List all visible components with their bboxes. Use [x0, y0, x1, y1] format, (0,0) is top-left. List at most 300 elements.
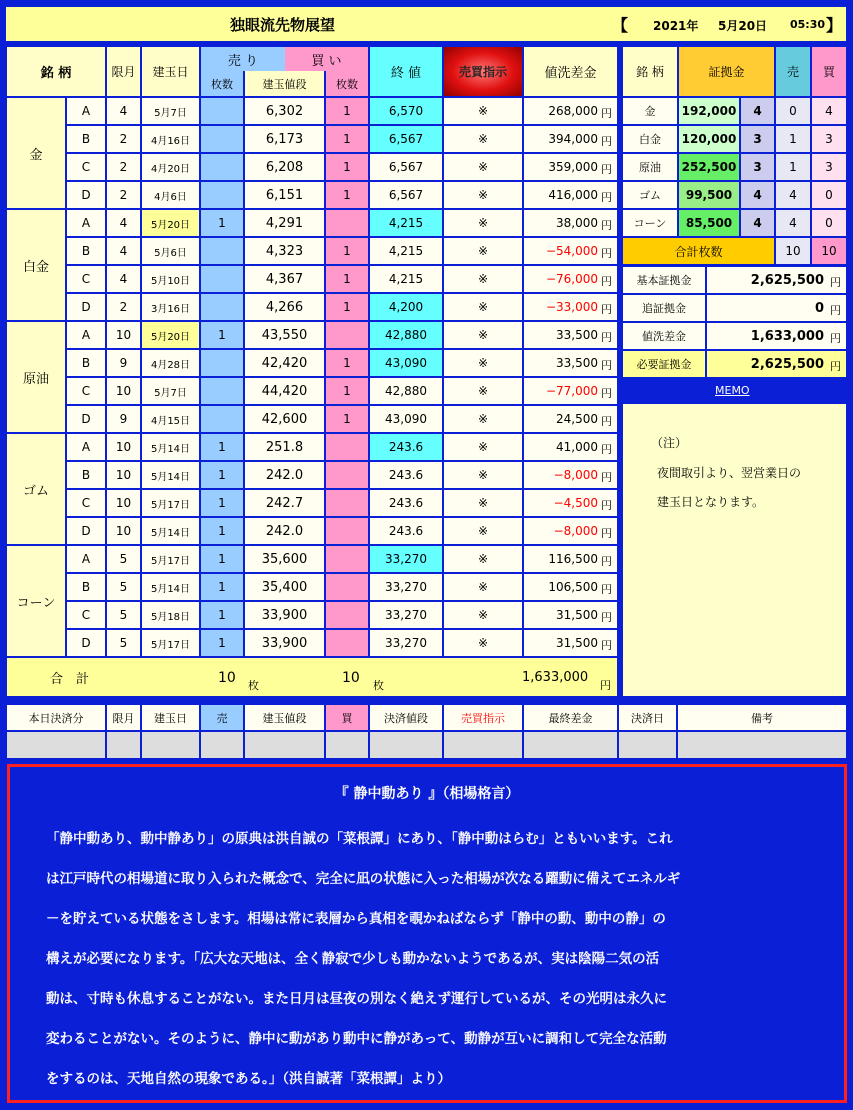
entry-price: 42,600 [245, 406, 324, 432]
entry-price: 6,208 [245, 154, 324, 180]
settle-empty-cell [370, 732, 442, 758]
trade-signal: ※ [444, 266, 522, 292]
pl-yen: 円 [601, 219, 612, 232]
margin-sell: 1 [776, 154, 810, 180]
settle-col: 売 [201, 705, 243, 730]
series-label: B [67, 350, 105, 376]
entry-price: 42,420 [245, 350, 324, 376]
col-uri: 売 り [201, 47, 285, 71]
buy-count [326, 602, 368, 628]
page-title: 独眼流先物展望 [230, 16, 336, 34]
series-label: D [67, 518, 105, 544]
sell-count [201, 182, 243, 208]
sell-count: 1 [201, 630, 243, 656]
pl-value: 38,000 [524, 210, 617, 236]
memo-line: 夜間取引より、翌営業日の [657, 466, 802, 480]
contract-month: 2 [107, 182, 140, 208]
entry-price: 4,266 [245, 294, 324, 320]
trade-signal: ※ [444, 182, 522, 208]
contract-month: 10 [107, 518, 140, 544]
margin-amount: 85,500 [679, 210, 739, 236]
article-title: 『 静中動あり 』（相場格言） [334, 786, 520, 802]
pl-yen: 円 [601, 527, 612, 540]
sell-count [201, 294, 243, 320]
margin-col-shokokin: 証拠金 [679, 47, 774, 96]
close-price: 33,270 [370, 546, 442, 572]
buy-count: 1 [326, 126, 368, 152]
settle-empty-cell [245, 732, 324, 758]
pl-yen: 円 [601, 135, 612, 148]
trade-signal: ※ [444, 434, 522, 460]
pl-yen: 円 [601, 275, 612, 288]
pl-value: −8,000 [524, 518, 617, 544]
trade-signal: ※ [444, 378, 522, 404]
close-price: 6,567 [370, 154, 442, 180]
pl-value: 416,000 [524, 182, 617, 208]
contract-month: 2 [107, 154, 140, 180]
margin-unit: 3 [741, 154, 774, 180]
sell-count: 1 [201, 546, 243, 572]
memo-line: 建玉日となります。 [657, 495, 765, 509]
contract-month: 5 [107, 602, 140, 628]
sell-count: 1 [201, 462, 243, 488]
series-label: A [67, 546, 105, 572]
commodity-name: 金 [7, 98, 65, 208]
close-price: 6,570 [370, 98, 442, 124]
series-label: D [67, 630, 105, 656]
contract-month: 4 [107, 238, 140, 264]
settle-col: 買 [326, 705, 368, 730]
margin-sell: 0 [776, 98, 810, 124]
summary-value: 0 [707, 295, 846, 321]
trade-signal: ※ [444, 546, 522, 572]
entry-price: 242.7 [245, 490, 324, 516]
contract-month: 10 [107, 322, 140, 348]
summary-value: 2,625,500 [707, 351, 846, 377]
contract-month: 2 [107, 126, 140, 152]
close-price: 43,090 [370, 406, 442, 432]
margin-total-label: 合計枚数 [623, 238, 774, 264]
margin-buy: 4 [812, 98, 846, 124]
col-owarine: 終 値 [370, 47, 442, 96]
contract-month: 5 [107, 630, 140, 656]
settle-col: 最終差金 [524, 705, 617, 730]
margin-buy: 3 [812, 154, 846, 180]
trade-signal: ※ [444, 294, 522, 320]
margin-commodity: 原油 [623, 154, 677, 180]
entry-date: 4月16日 [142, 126, 199, 152]
entry-date: 4月20日 [142, 154, 199, 180]
contract-month: 9 [107, 350, 140, 376]
settle-empty-cell [444, 732, 522, 758]
close-price: 42,880 [370, 378, 442, 404]
margin-unit: 4 [741, 210, 774, 236]
series-label: A [67, 434, 105, 460]
buy-count: 1 [326, 378, 368, 404]
entry-date: 5月14日 [142, 462, 199, 488]
entry-date: 4月15日 [142, 406, 199, 432]
col-kai: 買 い [285, 47, 368, 71]
col-maisuu-buy: 枚数 [326, 71, 368, 96]
pl-yen: 円 [601, 611, 612, 624]
total-pl-yen: 円 [600, 679, 611, 692]
col-maisuu-sell: 枚数 [201, 71, 243, 96]
summary-value: 1,633,000 [707, 323, 846, 349]
header-time: 05:30 [790, 18, 826, 31]
series-label: A [67, 210, 105, 236]
summary-yen: 円 [830, 332, 841, 345]
close-price: 4,215 [370, 238, 442, 264]
entry-date: 5月6日 [142, 238, 199, 264]
close-price: 4,215 [370, 210, 442, 236]
trade-signal: ※ [444, 210, 522, 236]
settle-col: 建玉値段 [245, 705, 324, 730]
pl-value: −76,000 [524, 266, 617, 292]
margin-total-buy: 10 [812, 238, 846, 264]
contract-month: 4 [107, 210, 140, 236]
sell-count [201, 378, 243, 404]
settle-col: 決済値段 [370, 705, 442, 730]
margin-unit: 4 [741, 98, 774, 124]
pl-yen: 円 [601, 163, 612, 176]
trade-signal: ※ [444, 630, 522, 656]
entry-date: 5月17日 [142, 490, 199, 516]
article-line: は江戸時代の相場道に取り入られた概念で、完全に凪の状態に入った相場が次なる躍動に備えてエネルギ [46, 871, 681, 887]
entry-date: 5月17日 [142, 546, 199, 572]
sell-count: 1 [201, 602, 243, 628]
commodity-name: 原油 [7, 322, 65, 432]
settle-col: 本日決済分 [7, 705, 105, 730]
pl-value: 106,500 [524, 574, 617, 600]
memo-title[interactable]: MEMO [715, 384, 750, 397]
margin-amount: 192,000 [679, 98, 739, 124]
settle-empty-cell [326, 732, 368, 758]
pl-yen: 円 [601, 331, 612, 344]
contract-month: 10 [107, 434, 140, 460]
close-price: 243.6 [370, 462, 442, 488]
margin-sell: 1 [776, 126, 810, 152]
contract-month: 5 [107, 546, 140, 572]
pl-value: 33,500 [524, 322, 617, 348]
bracket-open: 【 [612, 16, 629, 35]
entry-date: 4月6日 [142, 182, 199, 208]
pl-yen: 円 [601, 639, 612, 652]
col-tategyokubi: 建玉日 [142, 47, 199, 96]
entry-date: 3月16日 [142, 294, 199, 320]
header-year: 2021年 [653, 19, 699, 33]
pl-yen: 円 [601, 107, 612, 120]
margin-col-meigara: 銘 柄 [623, 47, 677, 96]
pl-value: −8,000 [524, 462, 617, 488]
close-price: 33,270 [370, 630, 442, 656]
entry-date: 5月18日 [142, 602, 199, 628]
series-label: C [67, 154, 105, 180]
pl-value: 24,500 [524, 406, 617, 432]
entry-price: 35,400 [245, 574, 324, 600]
margin-amount: 120,000 [679, 126, 739, 152]
margin-commodity: コーン [623, 210, 677, 236]
total-buy-unit: 枚 [373, 679, 384, 692]
col-gengetsu: 限月 [107, 47, 140, 96]
memo-panel [623, 404, 846, 696]
close-price: 6,567 [370, 126, 442, 152]
settle-col: 決済日 [619, 705, 676, 730]
trade-signal: ※ [444, 518, 522, 544]
article-line: をするのは、天地自然の現象である。」（洪自誠著「菜根譚」より） [46, 1071, 451, 1087]
close-price: 243.6 [370, 490, 442, 516]
entry-date: 5月20日 [142, 322, 199, 348]
commodity-name: ゴム [7, 434, 65, 544]
buy-count [326, 210, 368, 236]
bracket-close: 】 [826, 16, 843, 35]
pl-yen: 円 [601, 247, 612, 260]
summary-yen: 円 [830, 360, 841, 373]
close-price: 42,880 [370, 322, 442, 348]
series-label: C [67, 602, 105, 628]
trade-signal: ※ [444, 154, 522, 180]
summary-label: 基本証拠金 [623, 267, 705, 293]
buy-count: 1 [326, 182, 368, 208]
sell-count: 1 [201, 518, 243, 544]
close-price: 4,200 [370, 294, 442, 320]
sell-count [201, 154, 243, 180]
pl-yen: 円 [601, 443, 612, 456]
col-tategyoku-nedan: 建玉値段 [245, 71, 324, 96]
settle-empty-cell [201, 732, 243, 758]
settle-col: 建玉日 [142, 705, 199, 730]
pl-value: 31,500 [524, 630, 617, 656]
buy-count [326, 462, 368, 488]
pl-value: −4,500 [524, 490, 617, 516]
trade-signal: ※ [444, 574, 522, 600]
entry-price: 6,151 [245, 182, 324, 208]
pl-value: 31,500 [524, 602, 617, 628]
close-price: 4,215 [370, 266, 442, 292]
summary-value: 2,625,500 [707, 267, 846, 293]
close-price: 243.6 [370, 518, 442, 544]
series-label: D [67, 294, 105, 320]
entry-date: 5月20日 [142, 210, 199, 236]
entry-price: 33,900 [245, 602, 324, 628]
entry-date: 4月28日 [142, 350, 199, 376]
contract-month: 4 [107, 98, 140, 124]
buy-count [326, 518, 368, 544]
sell-count: 1 [201, 574, 243, 600]
entry-date: 5月10日 [142, 266, 199, 292]
series-label: A [67, 322, 105, 348]
sell-count: 1 [201, 490, 243, 516]
col-neaarai-sakin: 値洗差金 [524, 47, 617, 96]
sell-count [201, 98, 243, 124]
entry-price: 242.0 [245, 518, 324, 544]
trade-signal: ※ [444, 406, 522, 432]
margin-total-sell: 10 [776, 238, 810, 264]
entry-price: 6,302 [245, 98, 324, 124]
pl-value: −54,000 [524, 238, 617, 264]
trade-signal: ※ [444, 126, 522, 152]
pl-value: 359,000 [524, 154, 617, 180]
entry-price: 242.0 [245, 462, 324, 488]
sell-count [201, 126, 243, 152]
summary-label: 追証拠金 [623, 295, 705, 321]
margin-commodity: 金 [623, 98, 677, 124]
entry-price: 4,323 [245, 238, 324, 264]
pl-value: −77,000 [524, 378, 617, 404]
pl-value: 41,000 [524, 434, 617, 460]
settle-empty-cell [107, 732, 140, 758]
margin-col-uri: 売 [776, 47, 810, 96]
buy-count [326, 434, 368, 460]
buy-count: 1 [326, 98, 368, 124]
trade-signal: ※ [444, 238, 522, 264]
sell-count [201, 266, 243, 292]
total-pl: 1,633,000 [522, 670, 589, 685]
series-label: C [67, 378, 105, 404]
entry-price: 44,420 [245, 378, 324, 404]
settle-col: 売買指示 [444, 705, 522, 730]
contract-month: 9 [107, 406, 140, 432]
buy-count: 1 [326, 294, 368, 320]
contract-month: 2 [107, 294, 140, 320]
entry-price: 251.8 [245, 434, 324, 460]
sell-count: 1 [201, 210, 243, 236]
settle-empty-cell [524, 732, 617, 758]
buy-count: 1 [326, 154, 368, 180]
settle-col: 備考 [678, 705, 846, 730]
settle-empty-cell [678, 732, 846, 758]
buy-count [326, 630, 368, 656]
pl-yen: 円 [601, 471, 612, 484]
trade-signal: ※ [444, 462, 522, 488]
contract-month: 10 [107, 378, 140, 404]
buy-count: 1 [326, 350, 368, 376]
total-sell-unit: 枚 [248, 679, 259, 692]
entry-date: 5月14日 [142, 518, 199, 544]
trade-signal: ※ [444, 322, 522, 348]
entry-price: 4,367 [245, 266, 324, 292]
summary-yen: 円 [830, 276, 841, 289]
memo-line: （注） [651, 436, 688, 450]
settle-empty-cell [7, 732, 105, 758]
margin-buy: 3 [812, 126, 846, 152]
header-date: 5月20日 [718, 19, 768, 33]
pl-yen: 円 [601, 415, 612, 428]
close-price: 43,090 [370, 350, 442, 376]
series-label: D [67, 182, 105, 208]
entry-date: 5月14日 [142, 434, 199, 460]
buy-count: 1 [326, 238, 368, 264]
entry-price: 33,900 [245, 630, 324, 656]
close-price: 6,567 [370, 182, 442, 208]
pl-value: −33,000 [524, 294, 617, 320]
commodity-name: コーン [7, 546, 65, 656]
margin-unit: 4 [741, 182, 774, 208]
series-label: A [67, 98, 105, 124]
pl-value: 394,000 [524, 126, 617, 152]
series-label: C [67, 266, 105, 292]
article-line: 「静中動あり、動中静あり」の原典は洪自誠の「菜根譚」にあり、「静中動はらむ」ともいいます。これ [46, 831, 673, 847]
series-label: B [67, 238, 105, 264]
entry-date: 5月14日 [142, 574, 199, 600]
series-label: B [67, 574, 105, 600]
margin-sell: 4 [776, 210, 810, 236]
entry-price: 35,600 [245, 546, 324, 572]
entry-date: 5月7日 [142, 378, 199, 404]
entry-price: 6,173 [245, 126, 324, 152]
article-line: －を貯えている状態をさします。相場は常に表層から真相を覗かねばならず「静中の動、動中の静」の [46, 911, 666, 927]
total-label: 合 計 [50, 672, 90, 687]
margin-sell: 4 [776, 182, 810, 208]
commodity-name: 白金 [7, 210, 65, 320]
summary-yen: 円 [830, 304, 841, 317]
pl-value: 116,500 [524, 546, 617, 572]
margin-buy: 0 [812, 182, 846, 208]
sell-count [201, 238, 243, 264]
col-baibai-shiji: 売買指示 [444, 47, 522, 96]
settle-empty-cell [619, 732, 676, 758]
margin-unit: 3 [741, 126, 774, 152]
col-meigara: 銘 柄 [7, 47, 105, 96]
series-label: B [67, 462, 105, 488]
contract-month: 4 [107, 266, 140, 292]
margin-buy: 0 [812, 210, 846, 236]
series-label: C [67, 490, 105, 516]
entry-price: 43,550 [245, 322, 324, 348]
close-price: 243.6 [370, 434, 442, 460]
contract-month: 10 [107, 462, 140, 488]
article-line: 構えが必要になります。「広大な天地は、全く静寂で少しも動かないようであるが、実は陰陽二気の活 [46, 951, 660, 967]
pl-yen: 円 [601, 499, 612, 512]
pl-yen: 円 [601, 555, 612, 568]
buy-count [326, 322, 368, 348]
pl-yen: 円 [601, 359, 612, 372]
total-sell-count: 10 [218, 670, 236, 686]
close-price: 33,270 [370, 602, 442, 628]
margin-amount: 99,500 [679, 182, 739, 208]
total-buy-count: 10 [342, 670, 360, 686]
margin-amount: 252,500 [679, 154, 739, 180]
pl-value: 268,000 [524, 98, 617, 124]
entry-price: 4,291 [245, 210, 324, 236]
summary-label: 必要証拠金 [623, 351, 705, 377]
entry-date: 5月17日 [142, 630, 199, 656]
close-price: 33,270 [370, 574, 442, 600]
trade-signal: ※ [444, 350, 522, 376]
article-line: 動は、寸時も休息することがない。また日月は昼夜の別なく絶えず運行しているが、その光明は永久に [46, 991, 667, 1007]
trade-signal: ※ [444, 490, 522, 516]
margin-commodity: 白金 [623, 126, 677, 152]
buy-count: 1 [326, 406, 368, 432]
series-label: B [67, 126, 105, 152]
contract-month: 5 [107, 574, 140, 600]
pl-yen: 円 [601, 387, 612, 400]
summary-label: 値洗差金 [623, 323, 705, 349]
buy-count: 1 [326, 266, 368, 292]
margin-commodity: ゴム [623, 182, 677, 208]
buy-count [326, 490, 368, 516]
sell-count: 1 [201, 434, 243, 460]
article-line: 変わることがない。そのように、静中に動があり動中に静があって、動静が互いに調和して完全な活動 [46, 1031, 667, 1047]
sell-count [201, 406, 243, 432]
buy-count [326, 546, 368, 572]
article-box [7, 764, 847, 1103]
pl-yen: 円 [601, 303, 612, 316]
trade-signal: ※ [444, 98, 522, 124]
pl-yen: 円 [601, 583, 612, 596]
trade-signal: ※ [444, 602, 522, 628]
sell-count: 1 [201, 322, 243, 348]
sell-count [201, 350, 243, 376]
